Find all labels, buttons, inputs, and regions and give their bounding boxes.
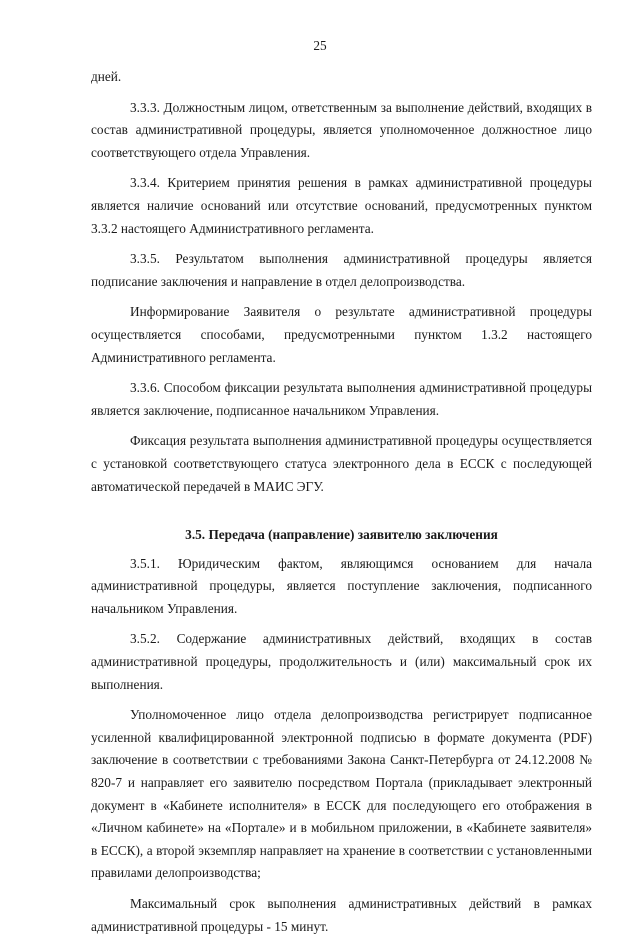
paragraph-max-time: Максимальный срок выполнения административных действий в рамках административной процедуры - 15 минут. [91, 896, 592, 934]
section-heading: 3.5. Передача (направление) заявителю заключения [185, 527, 498, 543]
paragraph-3-5-2: 3.5.2. Содержание административных действий, входящих в состав административной процедуры, продолжительность и (или) максимальный срок их выполнения. [91, 631, 592, 692]
paragraph-continuation: дней. [91, 69, 122, 84]
paragraph-fixation: Фиксация результата выполнения административной процедуры осуществляется с установкой соответствующего статуса электронного дела в ЕССК с последующей автоматической передачей в МАИС ЭГУ. [91, 433, 592, 494]
paragraph-3-3-3: 3.3.3. Должностным лицом, ответственным за выполнение действий, входящих в состав административной процедуры, является уполномоченное должностное лицо соответствующего отдела Управления. [91, 99, 592, 160]
paragraph-3-3-4: 3.3.4. Критерием принятия решения в рамках административной процедуры является наличие оснований или отсутствие оснований, предусмотренных пунктом 3.3.2 настоящего Административного регламента. [91, 175, 592, 236]
document-body [91, 66, 592, 946]
paragraph-3-3-5: 3.3.5. Результатом выполнения административной процедуры является подписание заключения и направление в отдел делопроизводства. [91, 251, 592, 289]
paragraph-3-3-6: 3.3.6. Способом фиксации результата выполнения административной процедуры является заключение, подписанное начальником Управления. [91, 380, 592, 418]
paragraph-registration: Уполномоченное лицо отдела делопроизводства регистрирует подписанное усиленной квалифицированной электронной подписью в формате документа (PDF) заключение в соответствии с требованиями Закона Санкт-Петербурга от 24.12.2008 № 820-7 и направляет его заявителю посредством Портала (прикладывает электронный документ в «Кабинете исполнителя» в ЕССК для последующего его отображения в «Личном кабинете» на «Портале» и в мобильном приложении, в «Кабинете заявителя» в ЕССК), а второй экземпляр направляет на хранение в соответствии с установленными правилами делопроизводства; [91, 707, 592, 881]
paragraph-informing: Информирование Заявителя о результате административной процедуры осуществляется способами, предусмотренными пунктом 1.3.2 настоящего Административного регламента. [91, 304, 592, 365]
page-number: 25 [313, 38, 327, 53]
paragraph-3-5-1: 3.5.1. Юридическим фактом, являющимся основанием для начала административной процедуры, является поступление заключения, подписанного начальником Управления. [91, 555, 592, 616]
